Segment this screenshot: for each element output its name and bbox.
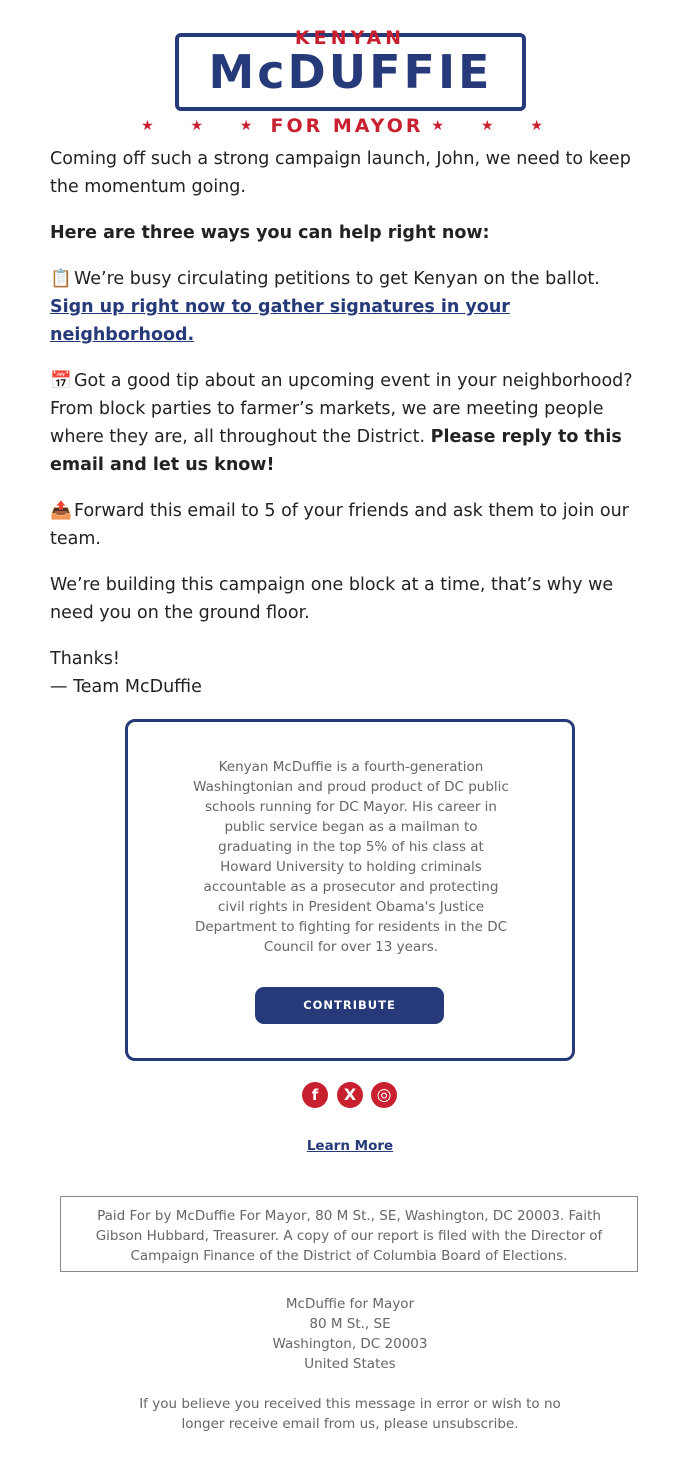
email-body xyxy=(50,145,655,701)
logo-main-text: McDUFFIE xyxy=(208,45,493,99)
logo-top-text: KENYAN xyxy=(294,27,406,49)
address-line: United States xyxy=(304,1356,396,1372)
event-tip-text: Got a good tip about an upcoming event in your neighborhood? From block parties to farmer’s markets, we are meeting people where they are, all throughout the District. xyxy=(50,371,633,447)
campaign-logo xyxy=(0,25,700,137)
x-twitter-icon[interactable]: X xyxy=(337,1082,363,1108)
address-line: Washington, DC 20003 xyxy=(272,1336,428,1352)
candidate-bio-text: Kenyan McDuffie is a fourth-generation Washingtonian and proud product of DC public schools running for DC Mayor. His career in public service began as a mailman to graduating in the top 5% of his class at Howard University to holding criminals accountable as a prosecutor and protecting civil rights in President Obama's Justice Department to fighting for residents in the DC Council for over 13 years. xyxy=(193,759,509,955)
thanks-text: Thanks! xyxy=(50,649,120,669)
signature-text: — Team McDuffie xyxy=(50,677,202,697)
candidate-bio-card xyxy=(125,719,575,1061)
forward-text: Forward this email to 5 of your friends and ask them to join our team. xyxy=(50,501,629,549)
contribute-button[interactable]: CONTRIBUTE xyxy=(255,987,444,1024)
learn-more-link[interactable]: Learn More xyxy=(306,1138,394,1154)
logo-bottom-text: FOR MAYOR xyxy=(270,115,424,137)
mailing-address xyxy=(0,1294,700,1374)
intro-paragraph: Coming off such a strong campaign launch, John, we need to keep the momentum going. xyxy=(50,149,631,197)
closing-paragraph: We’re building this campaign one block at a time, that’s why we need you on the ground floor. xyxy=(50,575,614,623)
logo-stars-left: ★ ★ ★ xyxy=(141,118,269,134)
logo-stars-right: ★ ★ ★ xyxy=(431,118,559,134)
signup-gather-signatures-link[interactable]: Sign up right now to gather signatures in your neighborhood. xyxy=(50,297,510,345)
petition-paragraph xyxy=(50,265,655,349)
calendar-icon: 📅 xyxy=(50,371,72,391)
address-line: 80 M St., SE xyxy=(309,1316,391,1332)
logo-bottom-line xyxy=(0,114,700,138)
petition-text: We’re busy circulating petitions to get Kenyan on the ballot. xyxy=(74,269,600,289)
address-line: McDuffie for Mayor xyxy=(285,1296,415,1312)
instagram-icon[interactable]: ◎ xyxy=(371,1082,397,1108)
unsubscribe-notice[interactable]: If you believe you received this message in error or wish to no longer receive email from us, please unsubscribe. xyxy=(139,1396,561,1432)
event-tip-paragraph xyxy=(50,367,655,479)
outbox-tray-icon: 📤 xyxy=(50,501,72,521)
help-heading: Here are three ways you can help right now: xyxy=(50,223,490,243)
facebook-icon[interactable]: f xyxy=(302,1082,328,1108)
paid-for-disclaimer: Paid For by McDuffie For Mayor, 80 M St., SE, Washington, DC 20003. Faith Gibson Hubbard, Treasurer. A copy of our report is filed with the Director of Campaign Finance of the District of Columbia Board of Elections. xyxy=(60,1196,638,1272)
social-links xyxy=(302,1082,402,1110)
reply-prompt: Please reply to this email and let us know! xyxy=(50,427,622,475)
forward-paragraph xyxy=(50,497,655,553)
clipboard-icon: 📋 xyxy=(50,269,72,289)
